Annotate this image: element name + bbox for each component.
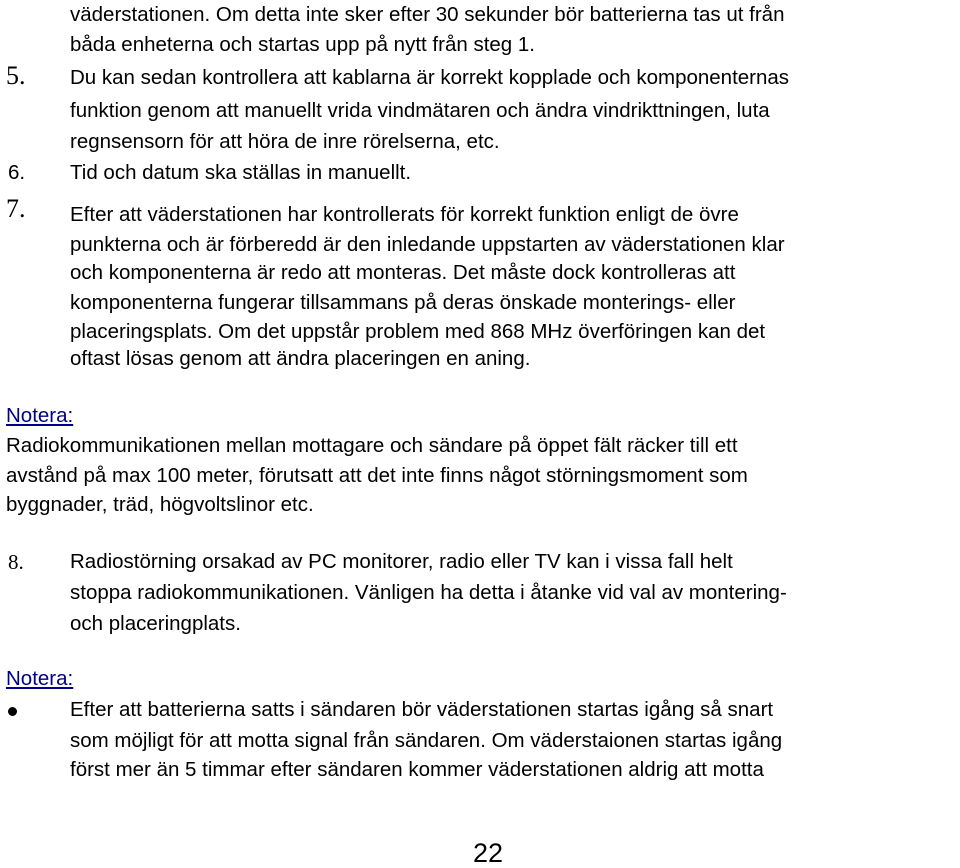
note-heading-1: Notera:	[6, 404, 74, 427]
step-5-line-2: funktion genom att manuellt vrida vindmätaren och ändra vindrikttningen, luta	[70, 99, 770, 122]
page-number: 22	[473, 838, 504, 868]
intro-line-2: båda enheterna och startas upp på nytt från steg 1.	[70, 33, 535, 56]
note-2-bullet-line-1: Efter att batterierna satts i sändaren bör väderstationen startas igång så snart	[70, 698, 774, 721]
step-6-number: 6.	[8, 161, 26, 184]
step-7-number: 7.	[6, 194, 26, 223]
step-5-number: 5.	[6, 61, 26, 90]
step-7-line-5: placeringsplats. Om det uppstår problem med 868 MHz överföringen kan det	[70, 320, 766, 343]
step-7-line-2: punkterna och är förberedd är den inledande uppstarten av väderstationen klar	[70, 233, 785, 256]
step-7-line-6: oftast lösas genom att ändra placeringen en aning.	[70, 347, 531, 370]
step-8-number: 8.	[8, 550, 24, 574]
note-2-bullet-line-3: först mer än 5 timmar efter sändaren kommer väderstationen aldrig att motta	[70, 758, 764, 781]
step-5-line-3: regnsensorn för att höra de inre rörelserna, etc.	[70, 130, 500, 153]
note-1-line-2: avstånd på max 100 meter, förutsatt att det inte finns något störningsmoment som	[6, 464, 748, 487]
step-6-line-1: Tid och datum ska ställas in manuellt.	[70, 161, 412, 184]
bullet-icon	[8, 707, 17, 716]
intro-line-1: väderstationen. Om detta inte sker efter 30 sekunder bör batterierna tas ut från	[70, 3, 785, 26]
note-1-line-1: Radiokommunikationen mellan mottagare och sändare på öppet fält räcker till ett	[6, 434, 738, 457]
step-8-line-2: stoppa radiokommunikationen. Vänligen ha detta i åtanke vid val av montering-	[70, 581, 787, 604]
step-7-line-1: Efter att väderstationen har kontrollerats för korrekt funktion enligt de övre	[70, 203, 739, 226]
step-7-line-3: och komponenterna är redo att monteras. Det måste dock kontrolleras att	[70, 261, 736, 284]
step-7-line-4: komponenterna fungerar tillsammans på deras önskade monterings- eller	[70, 291, 736, 314]
step-8-line-1: Radiostörning orsakad av PC monitorer, radio eller TV kan i vissa fall helt	[70, 550, 733, 573]
note-1-line-3: byggnader, träd, högvoltslinor etc.	[6, 493, 314, 516]
step-5-line-1: Du kan sedan kontrollera att kablarna är korrekt kopplade och komponenternas	[70, 66, 790, 89]
note-2-bullet-line-2: som möjligt för att motta signal från sändaren. Om väderstaionen startas igång	[70, 729, 783, 752]
step-8-line-3: och placeringplats.	[70, 612, 241, 635]
note-heading-2: Notera:	[6, 667, 74, 690]
